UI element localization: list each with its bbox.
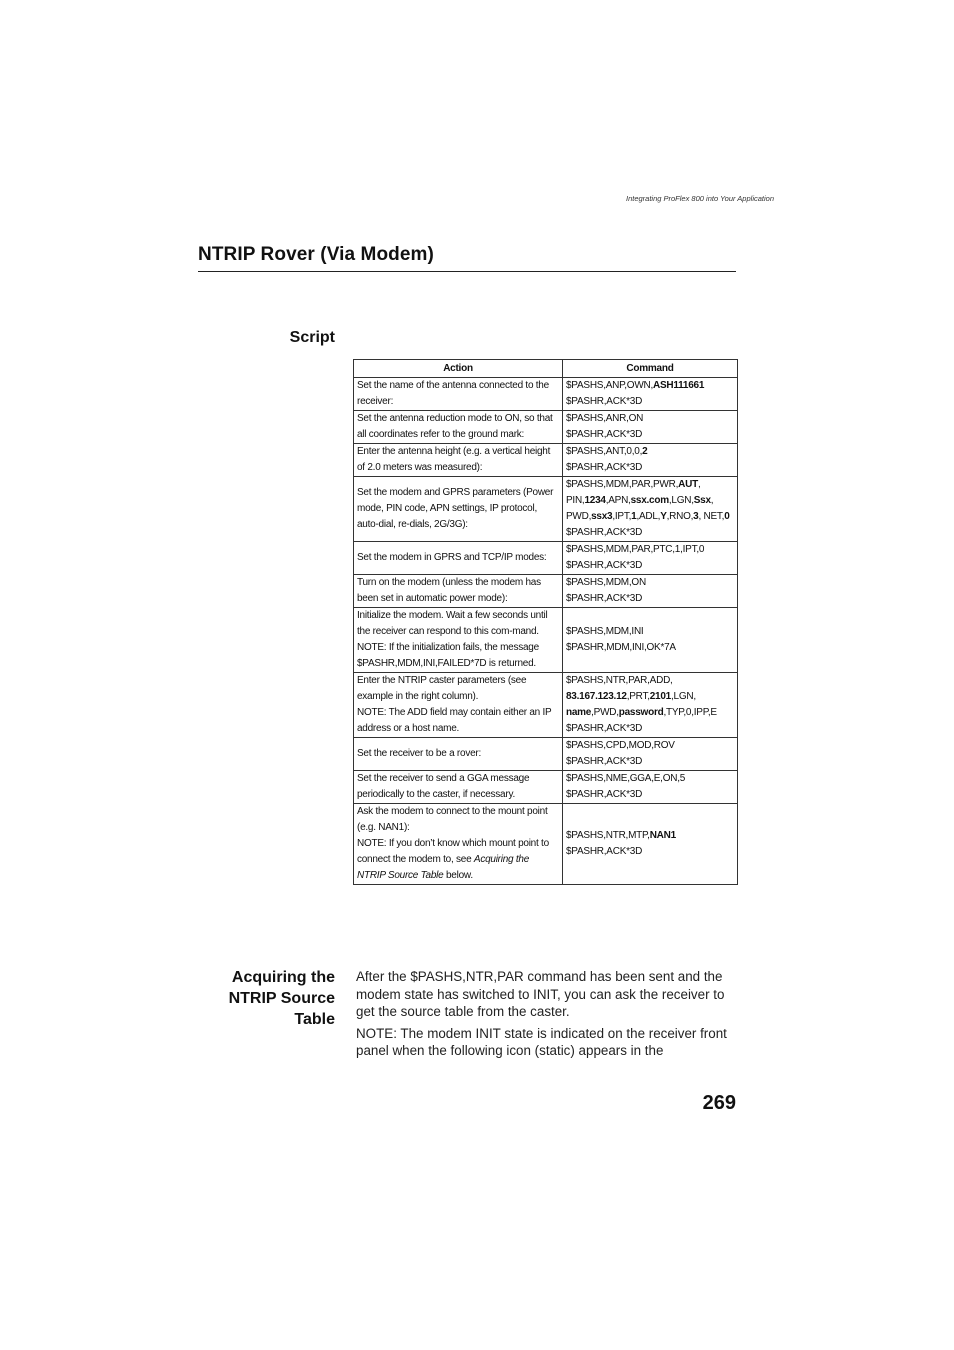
table-row: [354, 477, 738, 542]
text-segment: $PASHS,NME,GGA,E,ON,5: [566, 773, 686, 784]
command-line: [566, 558, 734, 574]
table-row: [354, 608, 738, 673]
command-line: [566, 771, 734, 787]
table-header-row: [354, 360, 738, 378]
action-line: [357, 836, 559, 884]
text-segment: $PASHR,ACK*3D: [566, 846, 643, 857]
table-body: [354, 378, 738, 885]
command-line: [566, 828, 734, 844]
table-row: [354, 444, 738, 477]
command-line: [566, 378, 734, 394]
command-line: [566, 640, 734, 656]
command-line: [566, 754, 734, 770]
table-row: [354, 804, 738, 885]
action-line: Turn on the modem (unless the modem has been set in automatic power mode):: [357, 577, 541, 604]
action-cell: [354, 575, 563, 608]
action-cell: [354, 444, 563, 477]
bold-value: 1: [631, 511, 637, 522]
text-segment: , NET,: [698, 511, 725, 522]
command-line: [566, 411, 734, 427]
command-line: [566, 477, 734, 525]
bold-value: 83.167.123.12: [566, 691, 627, 702]
section-heading-script: Script: [289, 329, 335, 346]
table-row: [354, 575, 738, 608]
text-segment: NOTE: If you don’t know which mount point to connect the modem to, see: [357, 838, 549, 865]
text-segment: ,LGN,: [670, 691, 696, 702]
body-text: [356, 968, 738, 1064]
text-segment: $PASHS,NTR,PAR,ADD,: [566, 675, 673, 686]
bold-value: 2: [642, 446, 648, 457]
command-line: [566, 575, 734, 591]
action-cell: [354, 477, 563, 542]
action-cell: [354, 378, 563, 411]
action-line: Enter the antenna height (e.g. a vertical height of 2.0 meters was measured):: [357, 446, 551, 473]
command-line: [566, 591, 734, 607]
bold-value: name: [566, 707, 592, 718]
action-cell: [354, 411, 563, 444]
command-cell: [563, 608, 738, 673]
text-segment: $PASHS,MDM,INI: [566, 626, 644, 637]
command-cell: [563, 673, 738, 738]
text-segment: , PWD,: [566, 495, 714, 522]
action-line: Set the name of the antenna connected to the receiver:: [357, 380, 549, 407]
action-line: Ask the modem to connect to the mount point (e.g. NAN1):: [357, 806, 548, 833]
bold-value: 1234: [584, 495, 606, 506]
text-segment: $PASHS,MDM,PAR,PTC,1,IPT,0: [566, 544, 705, 555]
text-segment: $PASHS,CPD,MOD,ROV: [566, 740, 675, 751]
action-line: NOTE: If the initialization fails, the message $PASHR,MDM,INI,FAILED*7D is returned.: [357, 642, 539, 669]
bold-value: ssx.com: [630, 495, 669, 506]
action-line: Enter the NTRIP caster parameters (see example in the right column).: [357, 675, 527, 702]
action-cell: [354, 804, 563, 885]
text-segment: $PASHS,ANP,OWN,: [566, 380, 654, 391]
column-header-action: Action: [354, 360, 563, 378]
running-header: Integrating ProFlex 800 into Your Application: [625, 194, 774, 203]
bold-value: 3: [693, 511, 699, 522]
action-line: Set the antenna reduction mode to ON, so that all coordinates refer to the ground mark:: [357, 413, 553, 440]
text-segment: $PASHS,MDM,ON: [566, 577, 646, 588]
command-line: [566, 460, 734, 476]
command-cell: [563, 804, 738, 885]
bold-value: ASH111661: [653, 380, 705, 391]
bold-value: AUT: [678, 479, 698, 490]
text-segment: $PASHR,ACK*3D: [566, 527, 643, 538]
bold-value: Ssx: [693, 495, 711, 506]
text-segment: $PASHR,ACK*3D: [566, 429, 643, 440]
command-cell: [563, 411, 738, 444]
text-segment: $PASHR,ACK*3D: [566, 462, 643, 473]
table-row: [354, 673, 738, 738]
command-line: [566, 738, 734, 754]
command-line: [566, 525, 734, 541]
text-segment: ,TYP,0,IPP,E: [663, 707, 717, 718]
body-paragraph: NOTE: The modem INIT state is indicated on the receiver front panel when the following icon (static) appears in the: [356, 1025, 727, 1058]
bold-value: 0: [724, 511, 730, 522]
chapter-title: NTRIP Rover (Via Modem): [198, 244, 434, 265]
command-line: [566, 394, 734, 410]
text-segment: $PASHR,ACK*3D: [566, 560, 643, 571]
command-line: [566, 444, 734, 460]
text-segment: $PASHS,ANT,0,0,: [566, 446, 643, 457]
action-cell: [354, 608, 563, 673]
section-heading-line: NTRIP Source: [228, 990, 335, 1007]
text-segment: $PASHS,NTR,MTP,: [566, 830, 650, 841]
text-segment: ,IPT,: [612, 511, 632, 522]
command-cell: [563, 575, 738, 608]
text-segment: $PASHR,ACK*3D: [566, 396, 643, 407]
action-cell: [354, 771, 563, 804]
table-row: [354, 378, 738, 411]
command-line: [566, 673, 734, 721]
command-cell: [563, 444, 738, 477]
section-heading-line: Table: [294, 1011, 335, 1028]
action-cell: [354, 673, 563, 738]
section-heading-line: Acquiring the: [231, 969, 335, 986]
text-segment: ,ADL,: [636, 511, 661, 522]
command-line: [566, 427, 734, 443]
action-cell: [354, 542, 563, 575]
script-table: [353, 359, 738, 885]
bold-value: Y: [660, 511, 667, 522]
text-segment: below.: [443, 870, 473, 881]
action-line: Set the receiver to send a GGA message periodically to the caster, if necessary.: [357, 773, 530, 800]
body-paragraph: After the $PASHS,NTR,PAR command has been sent and the modem state has switched to INIT, you can ask the receiver to get the source table from the caster.: [356, 969, 725, 1019]
command-cell: [563, 771, 738, 804]
column-header-command: Command: [563, 360, 738, 378]
text-segment: ,PWD,: [591, 707, 619, 718]
table-row: [354, 771, 738, 804]
bold-value: ssx3: [591, 511, 613, 522]
table-row: [354, 542, 738, 575]
text-segment: $PASHR,ACK*3D: [566, 723, 643, 734]
page-number: 269: [702, 1092, 736, 1114]
text-segment: ,RNO,: [666, 511, 694, 522]
table-row: [354, 738, 738, 771]
text-segment: , PIN,: [566, 479, 701, 506]
action-line: Set the modem and GPRS parameters (Power mode, PIN code, APN settings, IP protocol, auto-dial, re-dials, 2G/3G):: [357, 487, 554, 530]
text-segment: $PASHR,ACK*3D: [566, 756, 643, 767]
bold-value: 2101: [649, 691, 671, 702]
text-segment: $PASHS,MDM,PAR,PWR,: [566, 479, 679, 490]
text-segment: $PASHR,MDM,INI,OK*7A: [566, 642, 676, 653]
action-line: Set the receiver to be a rover:: [357, 748, 481, 759]
table-row: [354, 411, 738, 444]
command-line: [566, 721, 734, 737]
action-line: Initialize the modem. Wait a few seconds until the receiver can respond to this com-mand.: [357, 610, 548, 637]
command-line: [566, 844, 734, 860]
text-segment: ,LGN,: [668, 495, 694, 506]
action-line: NOTE: The ADD field may contain either an IP address or a host name.: [357, 707, 552, 734]
section-heading-acquiring: [200, 967, 335, 1030]
command-line: [566, 542, 734, 558]
text-segment: ,PRT,: [626, 691, 650, 702]
command-line: [566, 624, 734, 640]
action-cell: [354, 738, 563, 771]
italic-reference: Acquiring the NTRIP Source Table: [357, 854, 530, 881]
command-cell: [563, 542, 738, 575]
command-line: [566, 787, 734, 803]
bold-value: NAN1: [649, 830, 676, 841]
text-segment: $PASHR,ACK*3D: [566, 593, 643, 604]
action-line: Set the modem in GPRS and TCP/IP modes:: [357, 552, 547, 563]
command-cell: [563, 477, 738, 542]
command-cell: [563, 378, 738, 411]
command-cell: [563, 738, 738, 771]
text-segment: $PASHR,ACK*3D: [566, 789, 643, 800]
bold-value: password: [618, 707, 664, 718]
chapter-rule: [198, 271, 736, 272]
text-segment: $PASHS,ANR,ON: [566, 413, 644, 424]
text-segment: ,APN,: [605, 495, 631, 506]
